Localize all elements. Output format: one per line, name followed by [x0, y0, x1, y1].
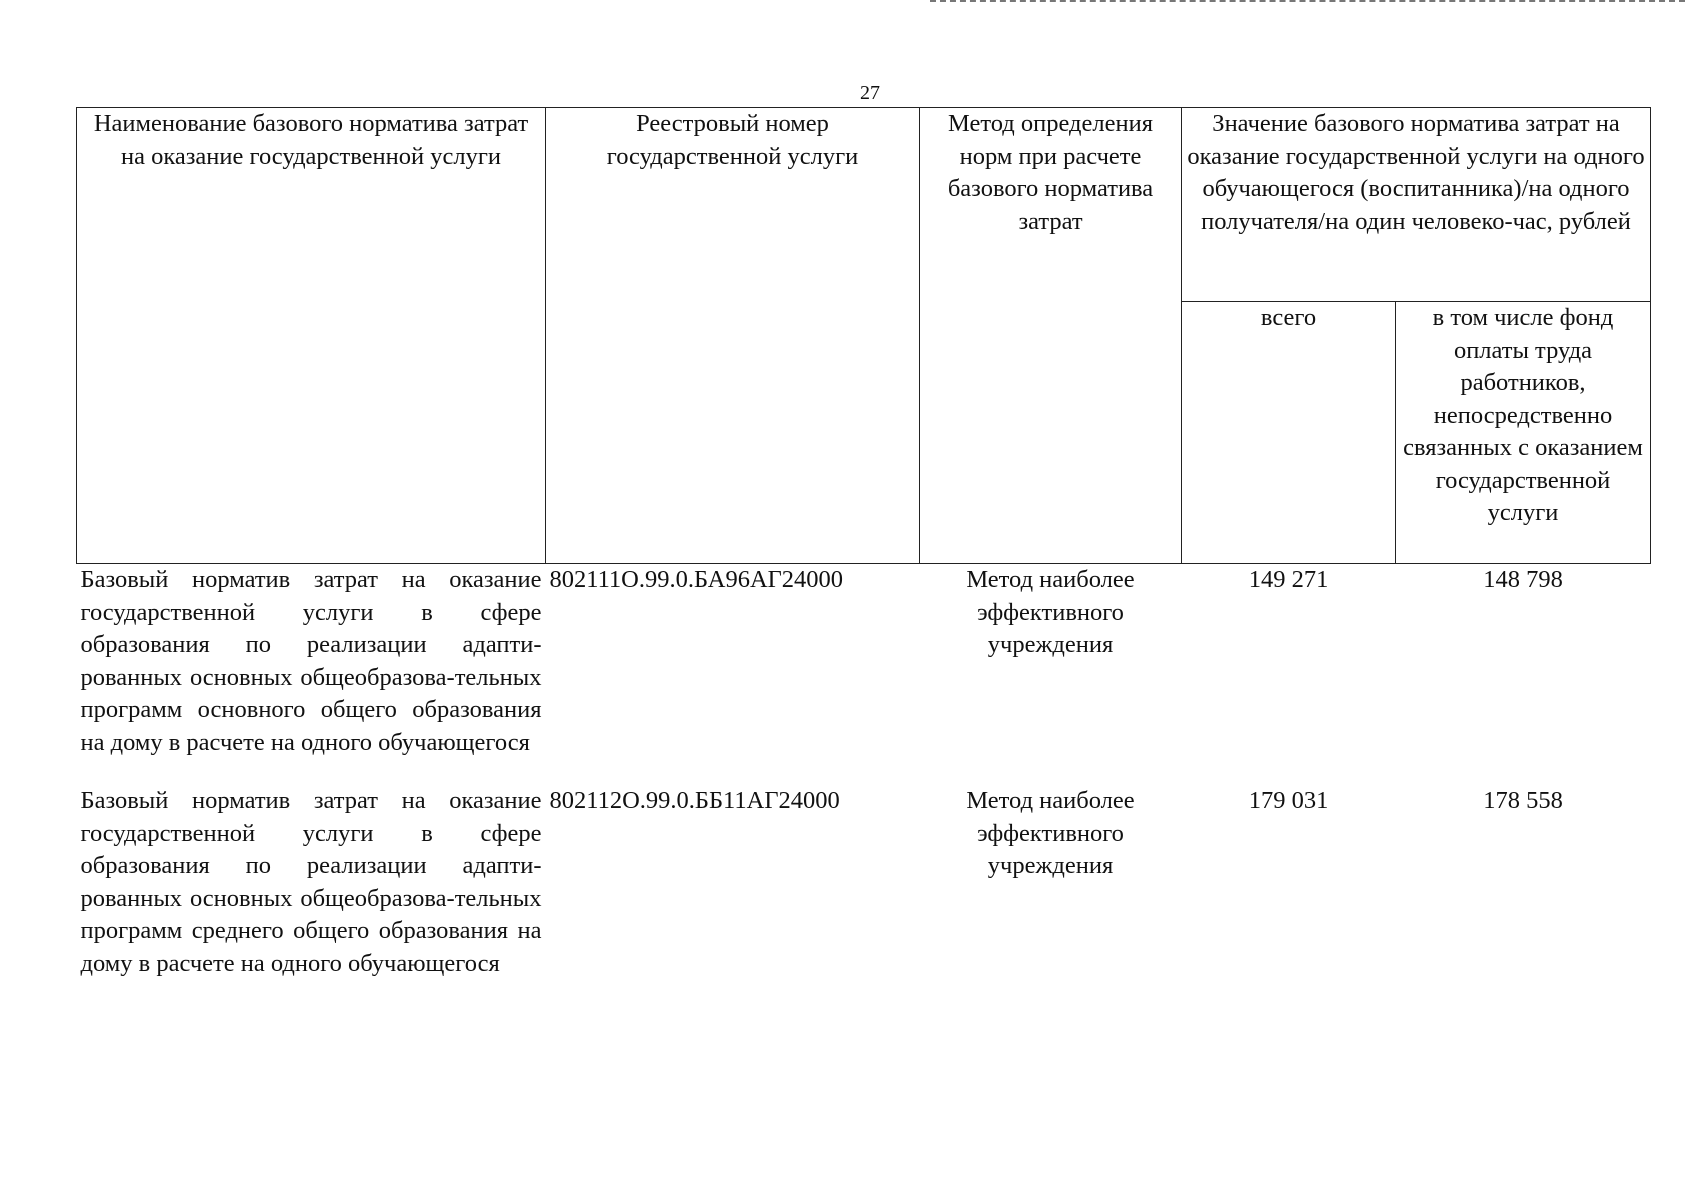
header-norm-value: Значение базового норматива затрат на оказание государственной услуги на одного обучающегося (воспитанника)/на одного получателя/на один человеко-час, рублей [1182, 108, 1651, 302]
header-method: Метод определения норм при расчете базового норматива затрат [920, 108, 1182, 564]
header-wage-fund: в том числе фонд оплаты труда работников, непосредственно связанных с оказанием государственной услуги [1396, 302, 1651, 564]
row-registry-number: 802111О.99.0.БА96АГ24000 [549, 566, 844, 593]
row-method: Метод наиболее эффективного учреждения [966, 787, 1135, 879]
page-number: 27 [860, 82, 880, 104]
header-total: всего [1182, 302, 1396, 564]
cost-norms-table [76, 107, 1651, 980]
header-registry-number: Реестровый номер государственной услуги [546, 108, 920, 564]
row-total: 179 031 [1248, 787, 1329, 814]
row-total: 149 271 [1248, 566, 1329, 593]
table-row [77, 564, 1651, 760]
table-row [77, 785, 1651, 980]
row-wage-fund: 178 558 [1483, 787, 1563, 814]
header-name: Наименование базового норматива затрат на оказание государственной услуги [77, 108, 546, 564]
table-header [77, 108, 1651, 564]
row-wage-fund: 148 798 [1483, 566, 1563, 593]
top-dashed-line [930, 0, 1685, 2]
row-method: Метод наиболее эффективного учреждения [966, 566, 1135, 658]
row-spacer [77, 759, 1651, 785]
row-name: Базовый норматив затрат на оказание государственной услуги в сфере образования по реализации адапти-рованных основных общеобразова-тельных программ основного общего образования на дому в расчете на одного обучающегося [80, 566, 542, 756]
row-registry-number: 802112О.99.0.ББ11АГ24000 [549, 787, 840, 814]
row-name: Базовый норматив затрат на оказание государственной услуги в сфере образования по реализации адапти-рованных основных общеобразова-тельных программ среднего общего образования на дому в расчете на одного обучающегося [80, 787, 542, 977]
table-body [77, 564, 1651, 981]
